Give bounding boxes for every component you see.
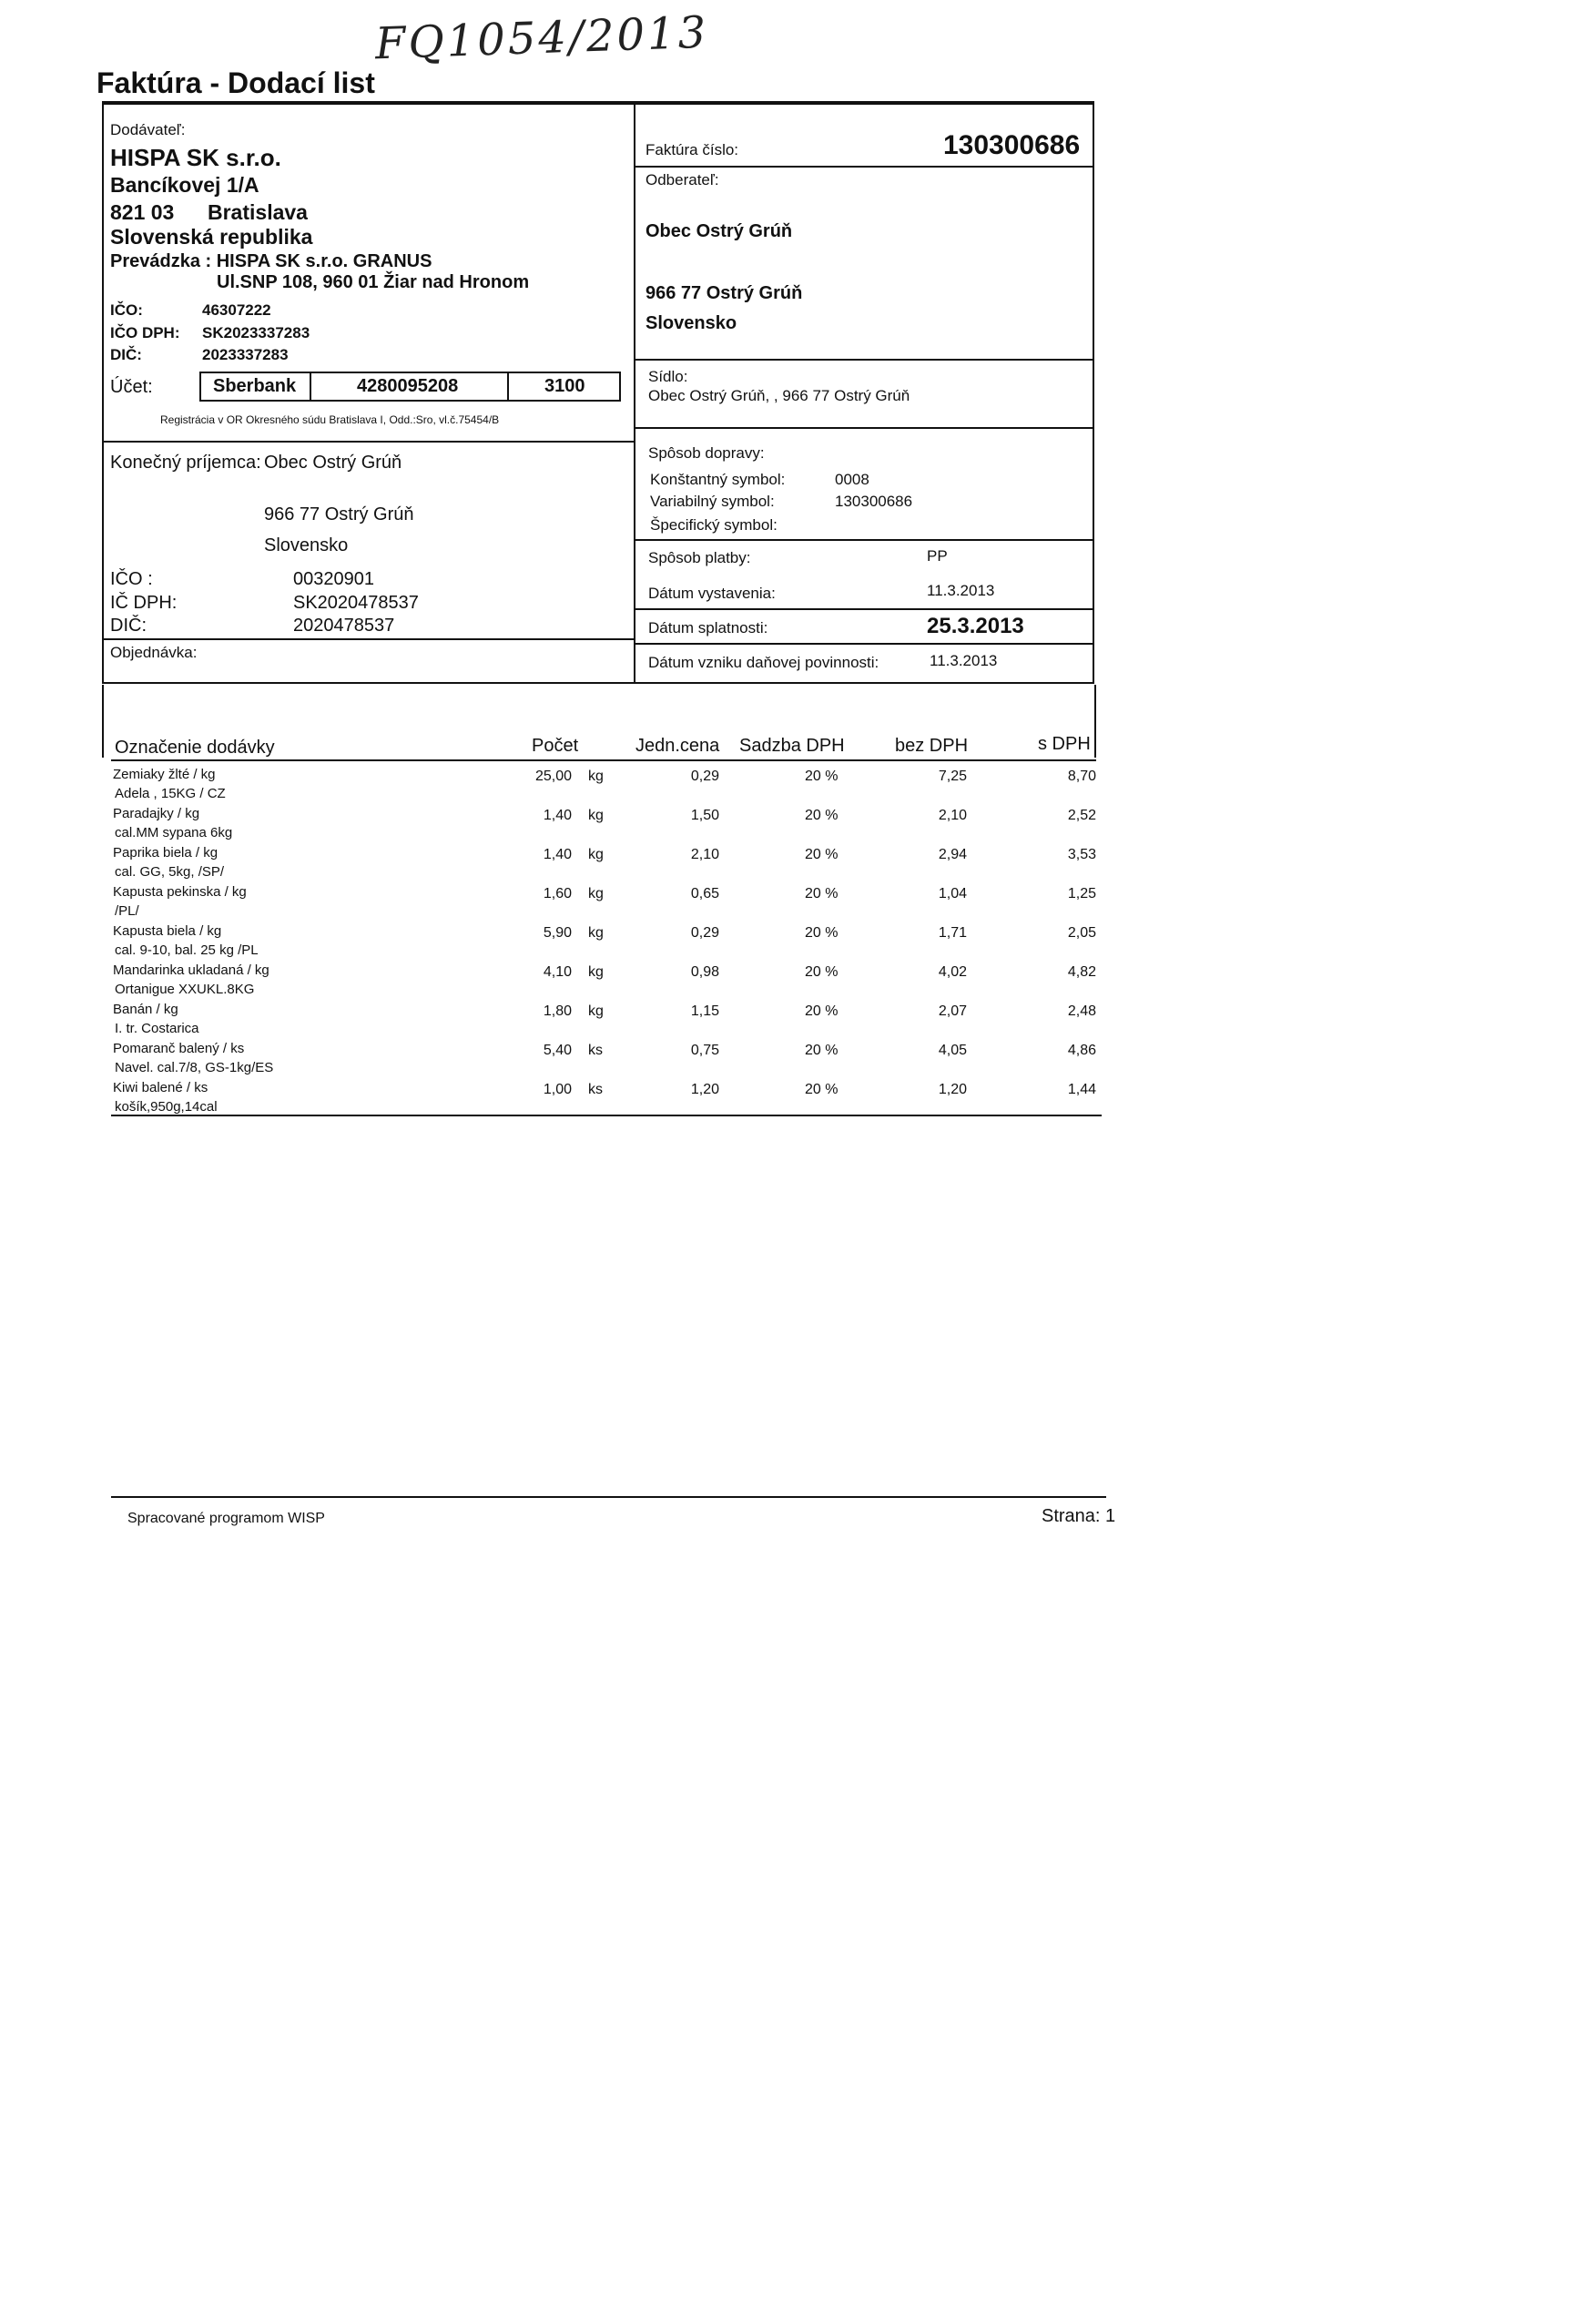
cell-item: Banán / kg xyxy=(113,1002,178,1017)
payment-rule-1 xyxy=(635,539,1094,541)
col-header-net: bez DPH xyxy=(895,736,969,756)
cell-price: 0,75 xyxy=(690,1043,719,1058)
supplier-ico: 46307222 xyxy=(202,301,271,319)
cell-price: 1,50 xyxy=(690,808,719,823)
table-header-rule xyxy=(111,759,1096,761)
footer-page: Strana: 1 xyxy=(1042,1506,1116,1526)
cell-item-detail: Ortanigue XXUKL.8KG xyxy=(115,982,255,997)
invoice-number: 130300686 xyxy=(943,130,1081,160)
customer-country: Slovensko xyxy=(646,313,737,333)
supplier-street: Bancíkovej 1/A xyxy=(110,173,259,197)
recipient-name: Obec Ostrý Grúň xyxy=(264,453,402,473)
cell-unit: kg xyxy=(588,964,604,980)
supplier-dic-label: DIČ: xyxy=(110,346,142,363)
account-divider-1 xyxy=(310,372,311,402)
cell-item-detail: cal.MM sypana 6kg xyxy=(115,825,233,840)
cell-vat: 20 % xyxy=(805,808,839,823)
invoice-number-label: Faktúra číslo: xyxy=(646,141,739,158)
spec-symbol-label: Špecifický symbol: xyxy=(650,516,778,534)
var-symbol-label: Variabilný symbol: xyxy=(650,493,775,510)
col-header-qty: Počet xyxy=(532,736,579,756)
cell-price: 1,15 xyxy=(690,1003,719,1019)
cell-item: Mandarinka ukladaná / kg xyxy=(113,962,269,978)
seat-label: Sídlo: xyxy=(648,368,688,385)
supplier-dic: 2023337283 xyxy=(202,346,289,363)
recipient-ico-label: IČO : xyxy=(110,569,153,589)
cell-net: 7,25 xyxy=(938,769,967,784)
cell-net: 4,05 xyxy=(938,1043,967,1058)
cell-gross: 3,53 xyxy=(1067,847,1096,862)
cell-vat: 20 % xyxy=(805,1043,839,1058)
cell-net: 1,04 xyxy=(938,886,967,901)
table-left-edge xyxy=(102,685,104,758)
cell-unit: kg xyxy=(588,808,604,823)
recipient-icdph-label: IČ DPH: xyxy=(110,593,178,613)
cell-gross: 4,86 xyxy=(1067,1043,1096,1058)
cell-vat: 20 % xyxy=(805,886,839,901)
document-title: Faktúra - Dodací list xyxy=(97,66,375,99)
account-number: 4280095208 xyxy=(357,376,459,396)
supplier-name: HISPA SK s.r.o. xyxy=(110,144,281,171)
tax-date-label: Dátum vzniku daňovej povinnosti: xyxy=(648,654,879,671)
cell-qty: 1,40 xyxy=(543,808,572,823)
customer-name: Obec Ostrý Grúň xyxy=(646,221,793,241)
cell-net: 1,71 xyxy=(938,925,967,941)
due-date-label: Dátum splatnosti: xyxy=(648,619,768,637)
cell-item: Kapusta pekinska / kg xyxy=(113,884,247,900)
cell-gross: 2,05 xyxy=(1067,925,1096,941)
tax-date-value: 11.3.2013 xyxy=(930,652,998,669)
customer-label: Odberateľ: xyxy=(646,171,719,188)
recipient-city: 966 77 Ostrý Grúň xyxy=(264,504,414,524)
account-label: Účet: xyxy=(110,377,153,397)
payment-rule-2 xyxy=(635,608,1094,610)
customer-city: 966 77 Ostrý Grúň xyxy=(646,283,803,303)
supplier-city: Bratislava xyxy=(208,200,308,224)
col-header-gross: s DPH xyxy=(1038,734,1091,754)
col-header-item: Označenie dodávky xyxy=(115,738,275,758)
cell-price: 2,10 xyxy=(690,847,719,862)
supplier-label: Dodávateľ: xyxy=(110,121,186,138)
invoice-number-rule xyxy=(635,166,1094,168)
footer-software: Spracované programom WISP xyxy=(127,1511,325,1526)
seat-value: Obec Ostrý Grúň, , 966 77 Ostrý Grúň xyxy=(648,387,910,404)
cell-qty: 1,40 xyxy=(543,847,572,862)
cell-gross: 1,25 xyxy=(1067,886,1096,901)
cell-vat: 20 % xyxy=(805,847,839,862)
cell-item-detail: Adela , 15KG / CZ xyxy=(115,786,226,801)
cell-item-detail: Navel. cal.7/8, GS-1kg/ES xyxy=(115,1060,274,1075)
recipient-icdph: SK2020478537 xyxy=(293,593,419,613)
col-header-price: Jedn.cena xyxy=(635,736,720,756)
supplier-country: Slovenská republika xyxy=(110,225,313,249)
supplier-operation-address: Ul.SNP 108, 960 01 Žiar nad Hronom xyxy=(217,272,530,292)
payment-method-value: PP xyxy=(927,547,948,565)
const-symbol-label: Konštantný symbol: xyxy=(650,471,786,488)
recipient-country: Slovensko xyxy=(264,535,349,555)
cell-item: Paradajky / kg xyxy=(113,806,200,821)
var-symbol-value: 130300686 xyxy=(835,493,913,510)
seat-rule xyxy=(635,427,1094,429)
cell-net: 2,07 xyxy=(938,1003,967,1019)
cell-vat: 20 % xyxy=(805,964,839,980)
order-rule xyxy=(102,638,635,640)
cell-item-detail: cal. 9-10, bal. 25 kg /PL xyxy=(115,942,259,958)
table-bottom-rule xyxy=(111,1115,1102,1116)
cell-vat: 20 % xyxy=(805,1082,839,1097)
payment-method-label: Spôsob platby: xyxy=(648,549,751,566)
cell-item-detail: /PL/ xyxy=(115,903,139,919)
cell-price: 0,29 xyxy=(690,769,719,784)
cell-unit: kg xyxy=(588,886,604,901)
cell-item: Paprika biela / kg xyxy=(113,845,219,861)
cell-qty: 1,60 xyxy=(543,886,572,901)
handwritten-note: FQ1054/2013 xyxy=(374,6,710,70)
cell-item: Kiwi balené / ks xyxy=(113,1080,208,1095)
cell-price: 0,29 xyxy=(690,925,719,941)
cell-qty: 1,80 xyxy=(543,1003,572,1019)
supplier-zip: 821 03 xyxy=(110,200,175,224)
recipient-label: Konečný príjemca: xyxy=(110,453,261,473)
recipient-top-rule xyxy=(102,441,635,443)
cell-unit: kg xyxy=(588,925,604,941)
cell-qty: 25,00 xyxy=(534,769,572,784)
supplier-icdph: SK2023337283 xyxy=(202,324,310,341)
cell-unit: ks xyxy=(588,1082,603,1097)
cell-price: 1,20 xyxy=(690,1082,719,1097)
cell-net: 4,02 xyxy=(938,964,967,980)
cell-gross: 2,48 xyxy=(1067,1003,1096,1019)
cell-item-detail: košík,950g,14cal xyxy=(115,1099,218,1115)
footer-rule xyxy=(111,1496,1106,1498)
frame-divider xyxy=(634,101,635,684)
cell-qty: 5,40 xyxy=(543,1043,572,1058)
payment-rule-3 xyxy=(635,643,1094,645)
account-bank-code: 3100 xyxy=(544,376,585,396)
cell-qty: 4,10 xyxy=(543,964,572,980)
cell-item-detail: cal. GG, 5kg, /SP/ xyxy=(115,864,225,880)
cell-gross: 8,70 xyxy=(1067,769,1096,784)
order-label: Objednávka: xyxy=(110,644,198,661)
cell-net: 2,94 xyxy=(938,847,967,862)
supplier-icdph-label: IČO DPH: xyxy=(110,324,180,341)
issue-date-label: Dátum vystavenia: xyxy=(648,585,776,602)
cell-item: Zemiaky žlté / kg xyxy=(113,767,216,782)
cell-unit: kg xyxy=(588,847,604,862)
account-divider-2 xyxy=(507,372,509,402)
col-header-vat: Sadzba DPH xyxy=(739,736,845,756)
cell-qty: 1,00 xyxy=(543,1082,572,1097)
cell-item: Pomaranč balený / ks xyxy=(113,1041,245,1056)
recipient-dic-label: DIČ: xyxy=(110,616,147,636)
cell-item: Kapusta biela / kg xyxy=(113,923,222,939)
cell-vat: 20 % xyxy=(805,769,839,784)
table-right-edge xyxy=(1094,685,1096,758)
cell-gross: 4,82 xyxy=(1067,964,1096,980)
cell-item-detail: I. tr. Costarica xyxy=(115,1021,199,1036)
recipient-dic: 2020478537 xyxy=(293,616,395,636)
registration-note: Registrácia v OR Okresného súdu Bratislava I, Odd.:Sro, vl.č.75454/B xyxy=(160,413,500,426)
recipient-ico: 00320901 xyxy=(293,569,374,589)
cell-unit: ks xyxy=(588,1043,603,1058)
cell-vat: 20 % xyxy=(805,925,839,941)
cell-net: 2,10 xyxy=(938,808,967,823)
cell-unit: kg xyxy=(588,1003,604,1019)
frame-top-border xyxy=(102,101,1094,105)
cell-net: 1,20 xyxy=(938,1082,967,1097)
supplier-operation: Prevádzka : HISPA SK s.r.o. GRANUS xyxy=(110,251,432,271)
cell-price: 0,65 xyxy=(690,886,719,901)
cell-qty: 5,90 xyxy=(543,925,572,941)
issue-date-value: 11.3.2013 xyxy=(927,582,995,599)
cell-vat: 20 % xyxy=(805,1003,839,1019)
cell-gross: 1,44 xyxy=(1067,1082,1096,1097)
due-date-value: 25.3.2013 xyxy=(927,614,1024,638)
const-symbol-value: 0008 xyxy=(835,471,869,488)
account-bank: Sberbank xyxy=(213,376,297,396)
customer-rule xyxy=(635,359,1094,361)
supplier-ico-label: IČO: xyxy=(110,301,143,319)
transport-label: Spôsob dopravy: xyxy=(648,444,765,462)
cell-unit: kg xyxy=(588,769,604,784)
cell-price: 0,98 xyxy=(690,964,719,980)
cell-gross: 2,52 xyxy=(1067,808,1096,823)
